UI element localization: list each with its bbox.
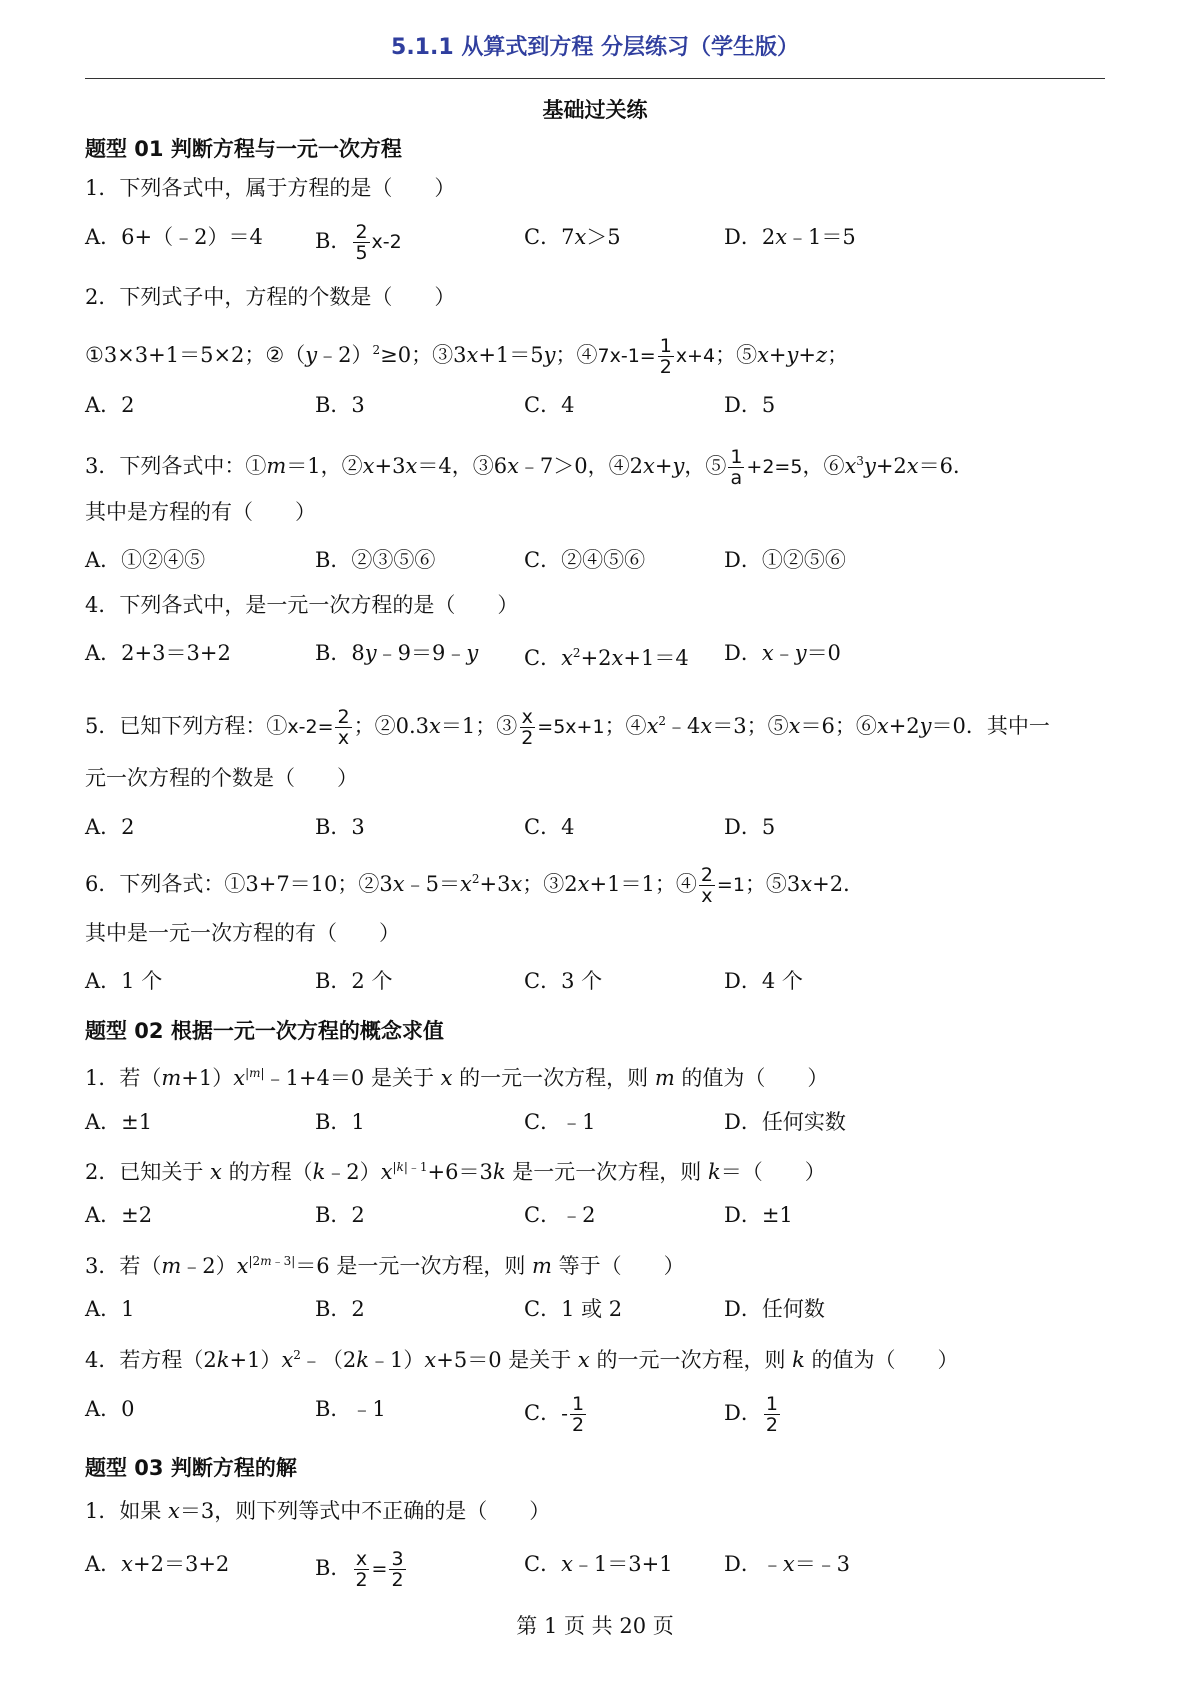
page-title: 5.1.1 从算式到方程 分层练习（学生版） <box>391 35 799 60</box>
option-d: D．±1 <box>724 1203 793 1227</box>
section-heading: 题型 01 判断方程与一元一次方程 <box>85 137 402 161</box>
question-expressions: ①3×3+1＝5×2；②（y﹣2）$^2$≥0；③3x+1＝5y；④7x-1= $\frac{1}{2}$ x+4；⑤x+y+z； <box>85 335 849 378</box>
option-c: C．②④⑤⑥ <box>524 548 646 572</box>
question-text: 6．下列各式：①3+7＝10；$②3x﹣5=x^2+3x$；③2x+1＝1；④ $\frac{2}{x}$ =1；⑤3x+2． <box>85 864 865 907</box>
option-a: A．x+2＝3+2 <box>85 1552 230 1576</box>
option-b: B．3 <box>315 815 365 839</box>
option-a: A．2+3＝3+2 <box>85 641 231 665</box>
option-c: C．$x^2+2x+1=4$ <box>524 646 689 670</box>
option-a: A．6+（﹣2）＝4 <box>85 225 263 249</box>
option-b: B．8y﹣9＝9﹣y <box>315 641 479 665</box>
question-text: 4．下列各式中，是一元一次方程的是（ ） <box>85 593 519 617</box>
option-a: A．0 <box>85 1397 135 1421</box>
question-text: 2．下列式子中，方程的个数是（ ） <box>85 285 456 309</box>
option-a: A．2 <box>85 815 135 839</box>
question-text: 2．已知关于 x 的方程$(k﹣2)x^{|k|﹣1}+6=3k$ 是一元一次方程，则 k＝（ ） <box>85 1160 826 1184</box>
option-a: A．1 个 <box>85 969 163 993</box>
option-d: D．2x﹣1＝5 <box>724 225 856 249</box>
option-b: B．2 <box>315 1203 365 1227</box>
option-d: D．x﹣y＝0 <box>724 641 841 665</box>
option-d: D．任何实数 <box>724 1110 846 1134</box>
option-b: B．②③⑤⑥ <box>315 548 436 572</box>
option-c: C．x﹣1＝3+1 <box>524 1552 673 1576</box>
question-text: 5．已知下列方程：①x-2= $\frac{2}{x}$ ；②0.3x＝1；③ $\frac{x}{2}$ =5x+1；$④x^2﹣4x=3$；⑤x＝6；⑥x+2y＝0．其中一 <box>85 706 1050 749</box>
option-b: B．﹣1 <box>315 1397 386 1421</box>
question-text: 1．若$(m+1)x^{|m|}﹣1+4=0$ 是关于 x 的一元一次方程，则 m 的值为（ ） <box>85 1066 829 1090</box>
option-d: D．﹣x＝﹣3 <box>724 1552 851 1576</box>
option-b: B．3 <box>315 393 365 417</box>
option-c: C．﹣2 <box>524 1203 596 1227</box>
question-text: 3．若$(m﹣2)x^{|2m﹣3|}=6$ 是一元一次方程，则 m 等于（ ） <box>85 1254 685 1278</box>
section-heading: 题型 03 判断方程的解 <box>85 1456 297 1480</box>
question-text-continued: 其中是一元一次方程的有（ ） <box>85 921 400 945</box>
option-b: B．2 <box>315 1297 365 1321</box>
option-b: B．1 <box>315 1110 365 1134</box>
page-footer: 第 1 页 共 20 页 <box>516 1614 674 1638</box>
option-c: C．1 或 2 <box>524 1297 623 1321</box>
option-c: C．- $\frac{1}{2}$ <box>524 1393 585 1436</box>
question-text: 1．下列各式中，属于方程的是（ ） <box>85 176 456 200</box>
page-subtitle: 基础过关练 <box>542 98 648 122</box>
option-d: D．4 个 <box>724 969 803 993</box>
option-c: C．﹣1 <box>524 1110 596 1134</box>
section-heading: 题型 02 根据一元一次方程的概念求值 <box>85 1019 444 1043</box>
header-rule <box>85 78 1105 79</box>
option-c: C．4 <box>524 393 575 417</box>
question-text-continued: 其中是方程的有（ ） <box>85 500 316 524</box>
question-text: 1．如果 x＝3，则下列等式中不正确的是（ ） <box>85 1499 551 1523</box>
option-b: B． $\frac{x}{2}$ = $\frac{3}{2}$ <box>315 1548 404 1591</box>
question-text-continued: 元一次方程的个数是（ ） <box>85 766 358 790</box>
option-c: C．7x＞5 <box>524 225 621 249</box>
question-text: 4．若方程$(2k+1)x^2﹣(2k﹣1)x+5=0$ 是关于 x 的一元一次方程，则 k 的值为（ ） <box>85 1348 959 1372</box>
option-d: D．5 <box>724 815 776 839</box>
option-a: A．①②④⑤ <box>85 548 206 572</box>
option-a: A．±1 <box>85 1110 153 1134</box>
option-c: C．3 个 <box>524 969 603 993</box>
option-c: C．4 <box>524 815 575 839</box>
option-d: D．5 <box>724 393 776 417</box>
option-a: A．±2 <box>85 1203 153 1227</box>
option-a: A．2 <box>85 393 135 417</box>
question-text: 3．下列各式中：①m＝1，②x+3x＝4，③6x﹣7＞0，④2x+y，⑤ $\frac{1}{a}$ +2=5，$⑥x^3y+2x=6$． <box>85 446 974 489</box>
option-b: B． $\frac{2}{5}$ x-2 <box>315 221 402 264</box>
option-b: B．2 个 <box>315 969 393 993</box>
option-a: A．1 <box>85 1297 135 1321</box>
option-d: D．①②⑤⑥ <box>724 548 846 572</box>
option-d: D． $\frac{1}{2}$ <box>724 1393 778 1436</box>
option-d: D．任何数 <box>724 1297 825 1321</box>
